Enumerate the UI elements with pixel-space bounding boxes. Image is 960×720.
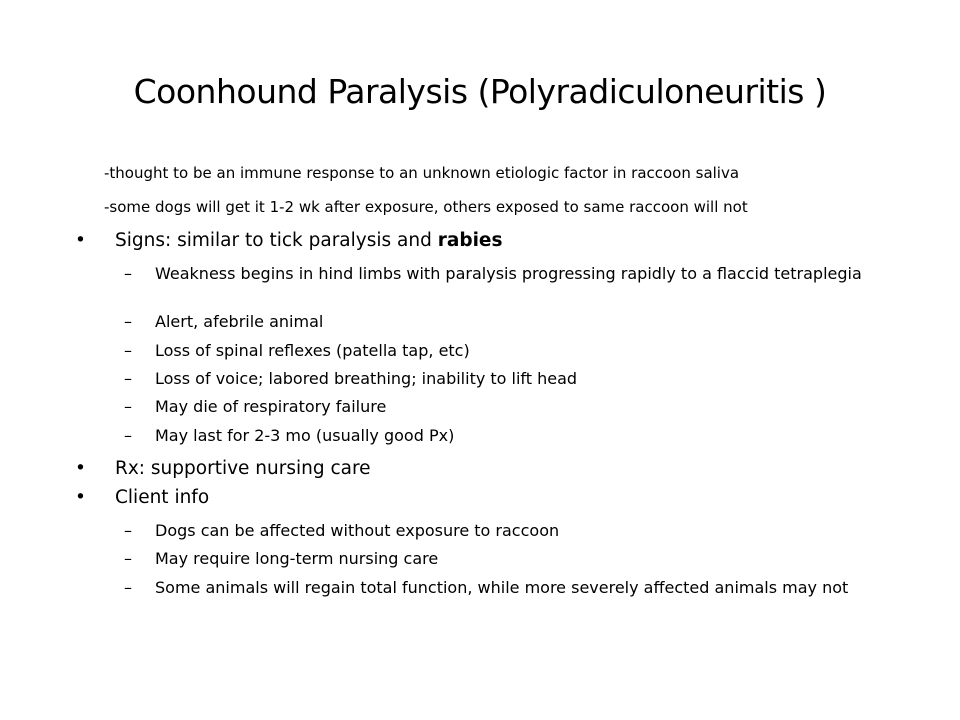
bullet-marker: •	[75, 230, 86, 251]
sub-text: Weakness begins in hind limbs with paralysis progressing rapidly to a flaccid tetraplegia	[155, 264, 862, 283]
sub-text: May last for 2-3 mo (usually good Px)	[155, 426, 455, 445]
bullet-text	[115, 229, 502, 253]
sub-text: Alert, afebrile animal	[155, 312, 324, 331]
sub-text: Some animals will regain total function, while more severely affected animals may not	[155, 578, 849, 597]
dash-marker: –	[124, 549, 132, 568]
bullet-marker: •	[75, 487, 86, 508]
dash-marker: –	[124, 369, 132, 388]
dash-marker: –	[124, 312, 132, 331]
dash-marker: –	[124, 264, 132, 283]
sub-text: Loss of spinal reflexes (patella tap, etc)	[155, 341, 470, 360]
sub-text: May require long-term nursing care	[155, 549, 439, 568]
bullet-label: Signs: similar to tick paralysis and	[115, 230, 438, 251]
dash-marker: –	[124, 578, 132, 597]
dash-marker: –	[124, 426, 132, 445]
dash-marker: –	[124, 341, 132, 360]
bullet-text: Rx: supportive nursing care	[115, 458, 371, 479]
intro-note: -thought to be an immune response to an unknown etiologic factor in raccoon saliva	[104, 164, 740, 182]
sub-text: Dogs can be affected without exposure to raccoon	[155, 521, 560, 540]
sub-text: May die of respiratory failure	[155, 397, 387, 416]
bullet-text: Client info	[115, 487, 210, 508]
intro-note: -some dogs will get it 1-2 wk after exposure, others exposed to same raccoon will not	[104, 198, 748, 216]
dash-marker: –	[124, 521, 132, 540]
sub-text: Loss of voice; labored breathing; inability to lift head	[155, 369, 578, 388]
bullet-label-bold: rabies	[437, 230, 503, 251]
dash-marker: –	[124, 397, 132, 416]
slide-title: Coonhound Paralysis (Polyradiculoneuritis )	[133, 72, 827, 111]
bullet-marker: •	[75, 458, 86, 479]
